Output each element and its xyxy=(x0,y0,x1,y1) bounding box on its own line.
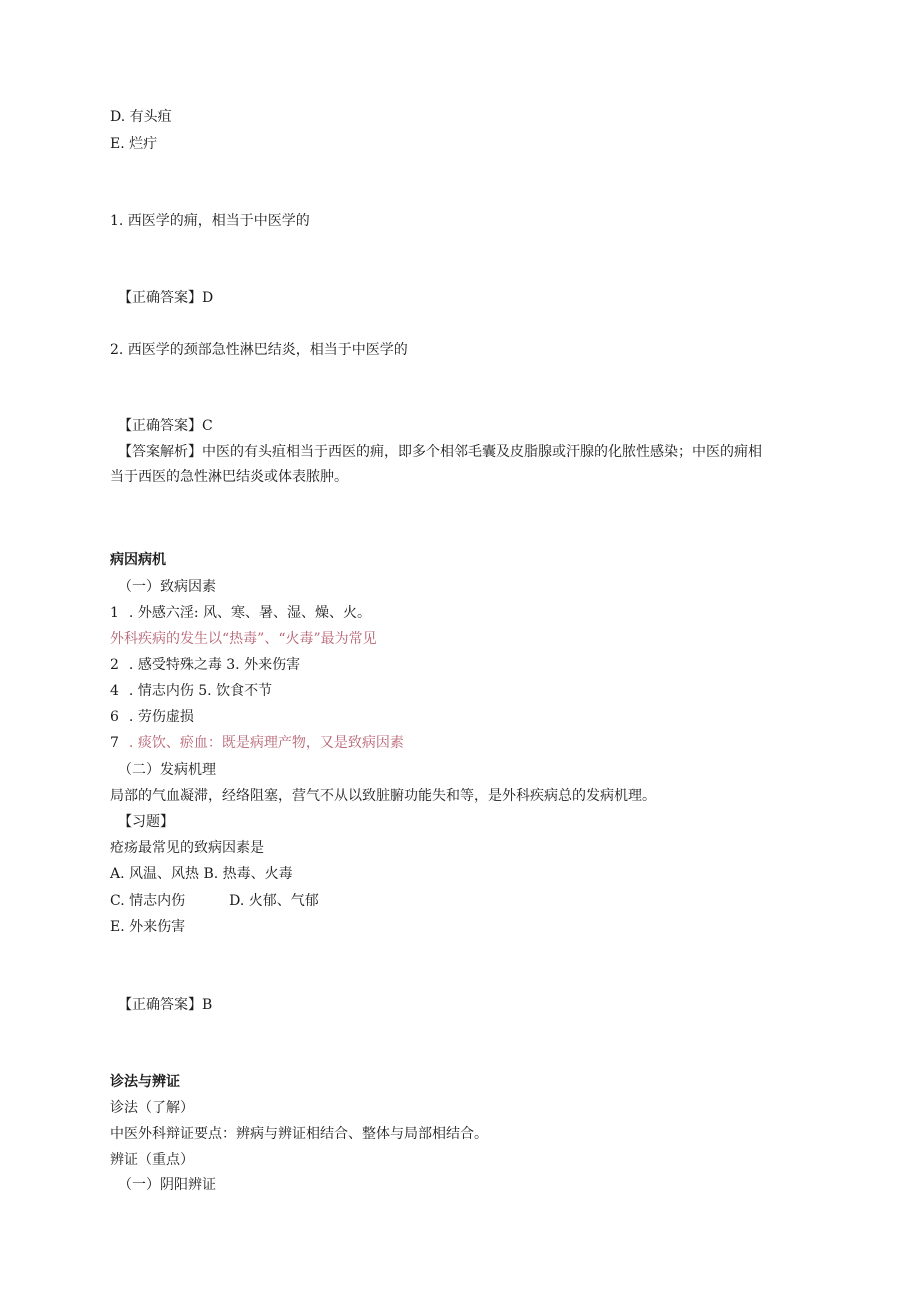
subheading-differentiation: 辨证（重点） xyxy=(110,1152,194,1168)
list-item-1 xyxy=(110,604,371,622)
list-item-text: . 感受特殊之毒 3. 外来伤害 xyxy=(128,657,301,673)
list-item-text: . 外感六淫: 风、寒、暑、湿、燥、火。 xyxy=(128,605,371,621)
section-heading-etiology: 病因病机 xyxy=(110,552,166,568)
section-heading-diagnosis: 诊法与辨证 xyxy=(110,1074,180,1090)
option-d: D. 有头疽 xyxy=(110,109,172,125)
list-item-number: 4 xyxy=(110,683,119,699)
option-c: C. 情志内伤 xyxy=(110,893,186,909)
answer-analysis-line-1: 【答案解析】中医的有头疽相当于西医的痈，即多个相邻毛囊及皮脂腺或汗腺的化脓性感染；中医的痈相 xyxy=(118,444,762,460)
highlight-note: 外科疾病的发生以“热毒”、“火毒”最为常见 xyxy=(110,631,377,647)
answer-analysis-line-2: 当于西医的急性淋巴结炎或体表脓肿。 xyxy=(110,469,348,485)
list-item-6 xyxy=(110,708,194,726)
option-e: E. 外来伤害 xyxy=(110,919,186,935)
list-item-number: 7 xyxy=(110,735,119,751)
diagnosis-point: 中医外科辩证要点：辨病与辨证相结合、整体与局部相结合。 xyxy=(110,1126,488,1142)
answer-1: 【正确答案】D xyxy=(118,290,214,306)
list-item-number: 2 xyxy=(110,657,119,673)
list-item-number: 1 xyxy=(110,605,119,621)
options-c-d xyxy=(110,892,319,910)
subheading-diagnostics: 诊法（了解） xyxy=(110,1100,194,1116)
list-item-2 xyxy=(110,656,300,674)
question-2: 2. 西医学的颈部急性淋巴结炎，相当于中医学的 xyxy=(110,342,408,358)
subheading-pathogenic-factors: （一）致病因素 xyxy=(118,579,216,595)
answer-2: 【正确答案】C xyxy=(118,418,213,434)
exercise-label: 【习题】 xyxy=(118,814,174,830)
subheading-yin-yang: （一）阴阳辨证 xyxy=(118,1177,216,1193)
mechanism-text: 局部的气血凝滞，经络阻塞，营气不从以致脏腑功能失和等，是外科疾病总的发病机理。 xyxy=(110,788,656,804)
list-item-4 xyxy=(110,682,272,700)
exercise-question: 疮疡最常见的致病因素是 xyxy=(110,840,264,856)
list-item-text-highlight: . 痰饮、瘀血：既是病理产物，又是致病因素 xyxy=(128,735,404,751)
answer-exercise: 【正确答案】B xyxy=(118,997,213,1013)
option-d: D. 火郁、气郁 xyxy=(229,893,319,909)
list-item-text: . 情志内伤 5. 饮食不节 xyxy=(128,683,273,699)
subheading-mechanism: （二）发病机理 xyxy=(118,762,216,778)
options-a-b: A. 风温、风热 B. 热毒、火毒 xyxy=(110,866,293,882)
list-item-text: . 劳伤虚损 xyxy=(128,709,194,725)
list-item-7 xyxy=(110,734,404,752)
question-1: 1. 西医学的痈，相当于中医学的 xyxy=(110,213,310,229)
list-item-number: 6 xyxy=(110,709,119,725)
option-e: E. 烂疔 xyxy=(110,136,158,152)
